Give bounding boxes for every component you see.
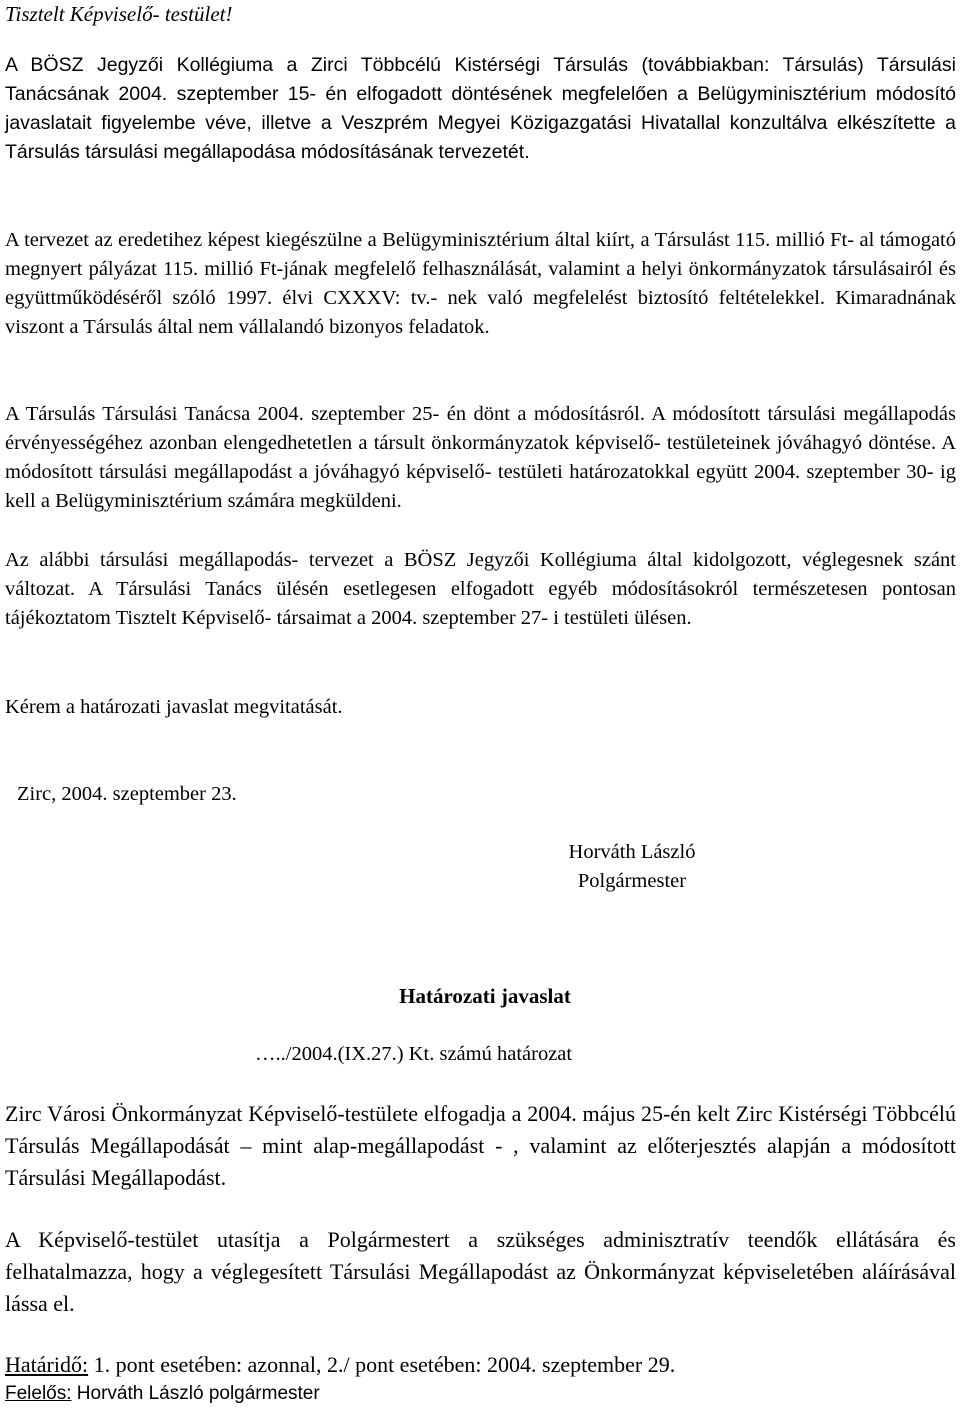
paragraph-draft-changes: A tervezet az eredetihez képest kiegészülne a Belügyminisztérium által kiírt, a Társulást 115. millió Ft- al támogató megnyert pályázat 115. millió Ft-jának megfelelő felhasználását, valamint a helyi önkormányzatok társulásairól és együttműködéséről szóló 1997. élvi CXXXV: tv.- nek való megfelelést biztosító feltételekkel. Kimaradnának viszont a Társulás által nem vállalandó bizonyos feladatok. bbox=[5, 229, 956, 338]
deadline-line bbox=[5, 1350, 956, 1380]
place-date: Zirc, 2004. szeptember 23. bbox=[17, 783, 237, 805]
responsible-text: Horváth László polgármester bbox=[71, 1383, 320, 1404]
document-page bbox=[5, 0, 956, 1412]
resolution-number: …../2004.(IX.27.) Kt. számú határozat bbox=[255, 1043, 573, 1065]
signature-block bbox=[552, 838, 712, 896]
greeting: Tisztelt Képviselő- testület! bbox=[5, 2, 233, 26]
resolution-paragraph-approval: Zirc Városi Önkormányzat Képviselő-testülete elfogadja a 2004. május 25-én kelt Zirc Kistérségi Többcélú Társulás Megállapodását – mint alap-megállapodást - , valamint az előterjesztés alapján a módosított Társulási Megállapodást. bbox=[5, 1101, 956, 1190]
deadline-label: Határidő: bbox=[5, 1352, 89, 1377]
resolution-paragraph-instruction: A Képviselő-testület utasítja a Polgármestert a szükséges adminisztratív teendők ellátására és felhatalmazza, hogy a véglegesített Társulási Megállapodást az Önkormányzat képviseletében aláírásával lássa el. bbox=[5, 1227, 956, 1316]
paragraph-final-version: Az alábbi társulási megállapodás- tervezet a BÖSZ Jegyzői Kollégiuma által kidolgozott, véglegesnek szánt változat. A Társulási Tanács ülésén esetlegesen elfogadott egyéb módosításokról természetesen pontosan tájékoztatom Tisztelt Képviselő- társaimat a 2004. szeptember 27- i testületi ülésen. bbox=[5, 549, 956, 629]
responsible-line bbox=[5, 1381, 956, 1407]
resolution-title: Határozati javaslat bbox=[399, 984, 571, 1008]
paragraph-intro: A BÖSZ Jegyzői Kollégiuma a Zirci Többcélú Kistérségi Társulás (továbbiakban: Társulás) Társulási Tanácsának 2004. szeptember 15- én elfogadott döntésének megfelelően a Belügyminisztérium módosító javaslatait figyelembe véve, illetve a Veszprém Megyei Közigazgatási Hivatallal konzultálva elkészítette a Társulás társulási megállapodása módosításának tervezetét. bbox=[5, 54, 956, 163]
signature-name: Horváth László bbox=[568, 841, 696, 863]
responsible-label: Felelős: bbox=[5, 1383, 72, 1404]
signature-title: Polgármester bbox=[577, 870, 687, 892]
paragraph-request: Kérem a határozati javaslat megvitatását. bbox=[5, 696, 343, 718]
deadline-text: 1. pont esetében: azonnal, 2./ pont esetében: 2004. szeptember 29. bbox=[88, 1352, 676, 1377]
paragraph-council-decision: A Társulás Társulási Tanácsa 2004. szeptember 25- én dönt a módosításról. A módosított társulási megállapodás érvényességéhez azonban elengedhetetlen a társult önkormányzatok képviselő- testületeinek jóváhagyó döntése. A módosított társulási megállapodást a jóváhagyó képviselő- testületi határozatokkal együtt 2004. szeptember 30- ig kell a Belügyminisztérium számára megküldeni. bbox=[5, 403, 956, 512]
